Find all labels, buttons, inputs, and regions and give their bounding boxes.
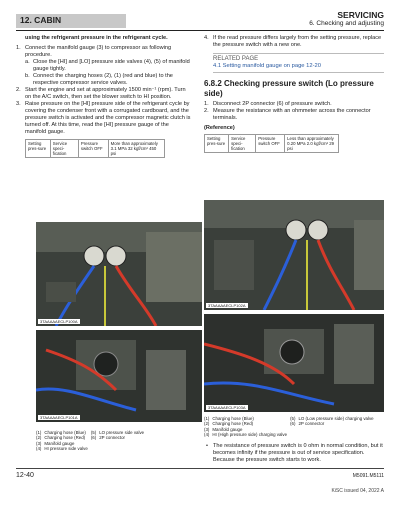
intro-text: using the refrigerant pressure in the refrigerant cycle.: [25, 35, 168, 41]
footer-rule: [16, 468, 384, 469]
spec-cell-setting: Setting pres-sure: [205, 135, 229, 153]
spec-cell-switch: Pressure switch OFF: [256, 135, 285, 153]
spec-cell-service: Service speci-fication: [50, 140, 78, 158]
check-step-2: 2. Measure the resistance with an ohmmeter across the connector terminals.: [204, 108, 371, 121]
photo-manifold-gauge-2: [204, 200, 384, 310]
header-rule: [16, 30, 384, 31]
left-column: [16, 35, 191, 158]
step-3: 3. Raise pressure on the [HI] pressure side of the refrigerant cycle by covering the condenser front with a corrugated cardboard, and the pressure switch is activated and the compressor magnetic clutch is turned off. At this time, read the [HI] pressure gauge of the manifold gauge.: [16, 101, 191, 135]
chapter-title: 12. CABIN: [20, 15, 62, 25]
related-page-title: RELATED PAGE: [213, 56, 259, 62]
model-code: M5091.M5111: [352, 473, 384, 479]
legend-right: (1) Charging hose (Blue) (5) LO (Low pressure side) charging valve (2) Charging hose (Red) (6) 2P connector (3) Manifold gauge (4) HI (High pressure side) charging valve: [204, 416, 374, 438]
section-heading: 6.8.2 Checking pressure switch (Lo pressure side): [204, 79, 374, 98]
spec-cell-switch: Pressure switch OFF: [78, 140, 108, 158]
photo-manifold-gauge-1: [36, 222, 202, 326]
reference-label: (Reference): [204, 125, 235, 131]
spec-table-hi: [25, 139, 165, 158]
manual-page: [16, 10, 384, 505]
page-number: 12-40: [16, 472, 34, 479]
photo-1-label: 3TAAAAAECLP100A: [40, 319, 78, 324]
spec-table-lo: [204, 134, 339, 153]
related-page-link[interactable]: 4.1 Setting manifold gauge on page 12-20: [213, 63, 321, 69]
bullet-icon: •: [206, 443, 208, 449]
legend-left: (1) Charging hose (Blue) (5) LO pressure side valve (2) Charging hose (Red) (6) 2P connector (3) Manifold gauge (4) HI pressure side valve: [36, 430, 145, 452]
step-4: 4. If the read pressure differs largely from the setting pressure, replace the pressure switch with a new one.: [204, 35, 382, 48]
right-column: [204, 35, 384, 153]
spec-cell-setting: Setting pres-sure: [26, 140, 51, 158]
subsection-title: 6. Checking and adjusting: [309, 20, 384, 27]
photo-pressure-switch: [204, 314, 384, 412]
spec-cell-value: Less than approximately 0.20 MPa 2.0 kgf/cm² 29 psi: [285, 135, 339, 153]
section-title: SERVICING: [337, 10, 384, 20]
photo-4-label: 3TAAAAAECLP103A: [208, 405, 246, 410]
note-bullet: [204, 443, 384, 464]
photo-service-valve-1: [36, 330, 202, 422]
spec-cell-value: More than approximately 3.1 MPa 32 kgf/cm² 450 psi: [108, 140, 164, 158]
step-2: 2. Start the engine and set at approximately 1500 min⁻¹ (rpm). Turn on the A/C switch, then set the blower switch to HI position.: [16, 87, 186, 100]
related-page-box: [213, 53, 384, 73]
check-step-1: 1. Disconnect 2P connector (6) of pressure switch.: [204, 101, 332, 107]
spec-cell-service: Service speci-fication: [229, 135, 256, 153]
photo-3-label: 3TAAAAAECLP102A: [208, 303, 246, 308]
section-header: [309, 10, 384, 27]
photo-2-label: 3TAAAAAECLP101A: [40, 415, 78, 420]
chapter-header-band: [16, 14, 126, 28]
step-1a: a. Close the [HI] and [LO] pressure side valves (4), (5) of manifold gauge tightly.: [25, 59, 190, 72]
step-1: 1. Connect the manifold gauge (3) to compressor as following procedure.: [16, 45, 172, 58]
bullet-text: The resistance of pressure switch is 0 ohm in normal condition, but it becomes infinity if the pressure is out of service specification. Because the pressure switch starts to work.: [213, 443, 383, 463]
step-1b: b. Connect the charging hoses (2), (1) (red and blue) to the respective compressor service valves.: [25, 73, 173, 86]
issue-info: KiSC issued 04, 2022 A: [331, 488, 384, 494]
